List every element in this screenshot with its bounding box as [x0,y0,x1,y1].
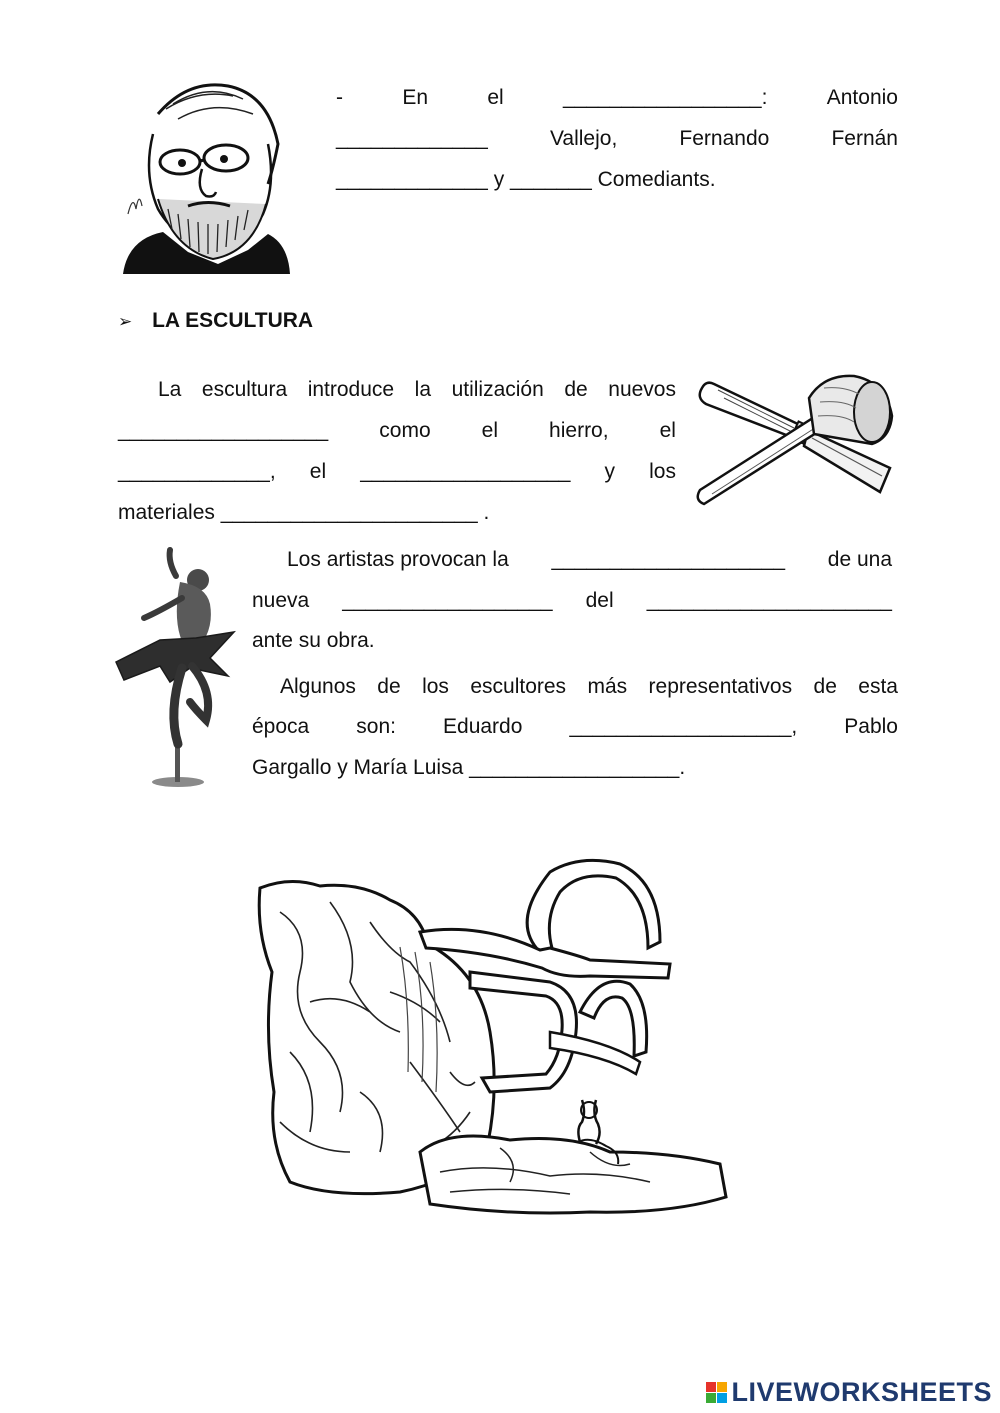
word: del [585,589,614,612]
section-title: LA ESCULTURA [152,309,314,332]
word: Eduardo [443,715,523,738]
word: el [659,419,676,442]
mallet-chisel-image [694,368,900,510]
word: Comediants. [597,168,716,191]
logo-square-blue [717,1393,727,1403]
poetry-line-1 [336,83,898,113]
sculpture-line-2 [118,416,676,446]
word: como [379,419,431,442]
fill-blank[interactable]: _____________ [336,168,488,191]
sculptors-line-1 [252,672,898,702]
word: Vallejo, [549,127,618,150]
sculpture-line-3 [118,457,676,487]
caricature-portrait-image [118,74,293,279]
artists-line-3 [252,626,375,656]
sculpture-line-4 [118,498,489,528]
word: el [487,86,504,109]
word: En [402,86,429,109]
text: Algunos de los escultores más representativos de esta [280,675,898,698]
word: y [604,460,616,483]
poetry-line-3 [336,165,716,195]
fill-blank[interactable]: ____________________ [551,548,786,571]
section-heading [118,306,313,336]
word: Pablo [844,715,898,738]
logo-square-red [706,1382,716,1392]
word: el [309,460,327,483]
word: Fernán [831,127,898,150]
logo-text: LIVEWORKSHEETS [731,1377,992,1407]
text: La escultura introduce la utilización de nuevos [158,378,676,401]
word: y [493,168,505,191]
sculpture-line-1 [118,375,676,405]
comb-of-the-wind-image [250,852,735,1224]
artists-line-1 [252,545,892,575]
text: de una [827,548,892,571]
word: el [481,419,499,442]
fill-blank[interactable]: _____________, [118,460,276,483]
word: Fernando [679,127,770,150]
fill-blank[interactable]: __________________ [360,460,571,483]
fill-blank[interactable]: _____________________ [646,589,892,612]
text: Los artistas provocan la [287,548,509,571]
word: época [252,715,310,738]
fill-blank[interactable]: __________________ [118,419,329,442]
sculptors-line-2 [252,712,898,742]
fill-blank[interactable]: _______ [510,168,592,191]
word: . [483,501,490,524]
logo-square-orange [717,1382,727,1392]
word: hierro, [549,419,609,442]
word: son: [356,715,396,738]
fill-blank[interactable]: ___________________, [569,715,798,738]
fill-blank[interactable]: __________________ [469,756,680,779]
fill-blank[interactable]: __________________ [342,589,553,612]
sculptors-line-3 [252,753,685,783]
dash: - [336,86,343,109]
word: los [649,460,676,483]
logo-square-green [706,1393,716,1403]
poetry-line-2 [336,124,898,154]
fill-blank[interactable]: _____________ [336,127,488,150]
fill-blank[interactable]: ______________________ [220,501,478,524]
dancer-sculpture-image [110,542,240,790]
fill-blank[interactable]: _________________: [563,86,768,109]
liveworksheets-logo [706,1377,992,1407]
artists-line-2 [252,586,892,616]
arrow-bullet-icon: ➢ [118,312,133,332]
text: Gargallo y María Luisa [252,756,464,779]
word: nueva [252,589,310,612]
text: . [679,756,686,779]
text: ante su obra. [252,629,375,652]
logo-grid-icon [706,1382,727,1403]
word: Antonio [826,86,898,109]
word: materiales [118,501,215,524]
